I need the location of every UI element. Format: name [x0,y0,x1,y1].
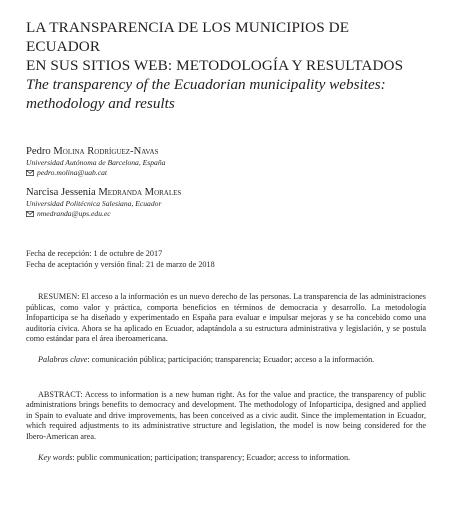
envelope-icon [26,211,34,217]
envelope-icon [26,170,34,176]
keywords-label: Key words [38,452,73,462]
author-affiliation: Universidad Politécnica Salesiana, Ecuador [26,199,162,208]
author-list [26,145,426,219]
author-last-name: Medranda Morales [98,187,182,198]
article-title [26,18,426,75]
author-name [26,145,426,158]
keywords-label: Palabras clave [38,354,88,364]
author-email-row [26,168,426,178]
title-line-2: EN SUS SITIOS WEB: METODOLOGÍA Y RESULTADOS [26,57,404,74]
article-subtitle [26,75,426,113]
title-line-1: LA TRANSPARENCIA DE LOS MUNICIPIOS DE ECUADOR [26,19,350,55]
abstract-section [26,390,426,443]
keywords-text: : comunicación pública; participación; transparencia; Ecuador; acceso a la información. [87,354,375,364]
author-email[interactable]: pedro.molina@uab.cat [37,168,107,177]
author-block [26,186,426,219]
keywords-text: : public communication; participation; transparency; Ecuador; access to information. [72,452,351,462]
author-first-name: Pedro [26,146,54,157]
author-email-row [26,209,426,219]
author-affiliation: Universidad Autónoma de Barcelona, España [26,158,166,167]
publication-dates [26,249,426,270]
author-name [26,186,426,199]
subtitle-line-2: methodology and results [26,95,175,112]
palabras-clave [26,355,426,366]
resumen-text: RESUMEN: El acceso a la información es un nuevo derecho de las personas. La transparencia de las administraciones públicas, como valor y práctica, comporta beneficios en términos de democracia y desarrollo. La metodología Infoparticipa se ha diseñado y experimentado en España para evaluar e impulsar mejoras y se ha concebido como una auditoría cívica. Ahora se ha aplicado en Ecuador, adaptándola a su estructura administrativa y legislación, y se postula como estándar para el área iberoamericana. [26,292,426,344]
author-block [26,145,426,178]
author-first-name: Narcisa Jessenia [26,187,99,198]
subtitle-line-1: The transparency of the Ecuadorian municipality websites: [26,76,386,93]
author-last-name: Molina Rodríguez-Navas [53,146,159,157]
accepted-date: Fecha de aceptación y versión final: 21 de marzo de 2018 [26,259,215,269]
received-date: Fecha de recepción: 1 de octubre de 2017 [26,249,163,258]
resumen-section [26,292,426,345]
author-email[interactable]: nmedranda@ups.edu.ec [37,209,111,218]
abstract-text: ABSTRACT: Access to information is a new human right. As for the value and practice, the transparency of public administrations brings benefits to democracy and development. The methodology of Infoparticipa, designed and applied in Spain to evaluate and drive improvements, has been conceived as a civic audit. Since the implementation in Ecuador, which required adjustments to its administrative structure and legislation, the model is now being considered for the Ibero-American area. [26,389,426,441]
key-words [26,453,426,464]
